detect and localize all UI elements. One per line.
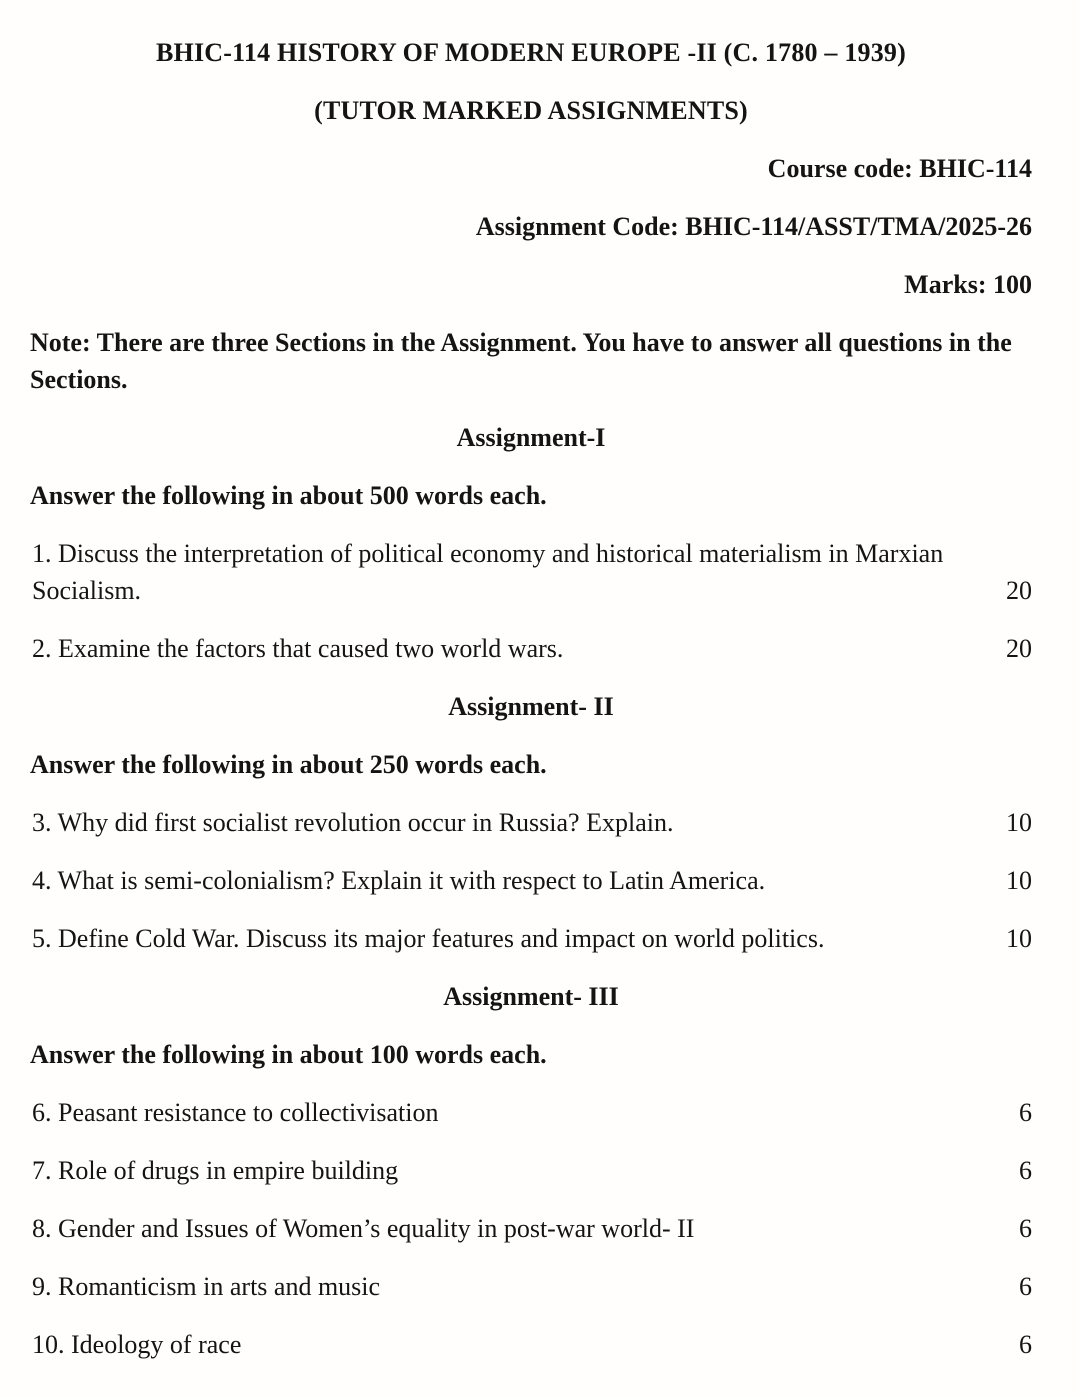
question-6-text: 6. Peasant resistance to collectivisation: [32, 1098, 439, 1127]
question-1-text: 1. Discuss the interpretation of political economy and historical materialism in Marxian Socialism.: [32, 539, 944, 605]
section-assignment-1: [30, 419, 1032, 667]
question-1-marks: 20: [1006, 576, 1032, 605]
question-7-marks: 6: [1019, 1156, 1032, 1185]
question-4-text: 4. What is semi-colonialism? Explain it with respect to Latin America.: [32, 866, 766, 895]
section-assignment-2: [30, 688, 1032, 957]
document-title: BHIC-114 HISTORY OF MODERN EUROPE -II (C. 1780 – 1939): [156, 38, 906, 67]
question-row-4: [30, 862, 1032, 899]
question-row-9: [30, 1268, 1032, 1305]
assignment-code: Assignment Code: BHIC-114/ASST/TMA/2025-26: [475, 212, 1032, 241]
question-3-marks: 10: [1006, 808, 1032, 837]
question-row-1: [30, 535, 1032, 609]
question-2-text: 2. Examine the factors that caused two world wars.: [32, 634, 564, 663]
question-5-marks: 10: [1006, 924, 1032, 953]
question-row-2: [30, 630, 1032, 667]
question-10-text: 10. Ideology of race: [32, 1330, 242, 1359]
question-8-text: 8. Gender and Issues of Women’s equality in post-war world- II: [32, 1214, 695, 1243]
document-subtitle: (TUTOR MARKED ASSIGNMENTS): [314, 96, 748, 125]
question-row-8: [30, 1210, 1032, 1247]
question-10-marks: 6: [1019, 1330, 1032, 1359]
section-2-instruction: Answer the following in about 250 words each.: [30, 750, 547, 779]
section-1-heading: Assignment-I: [456, 423, 606, 452]
section-1-instruction: Answer the following in about 500 words each.: [30, 481, 547, 510]
question-row-6: [30, 1094, 1032, 1131]
question-row-5: [30, 920, 1032, 957]
question-8-marks: 6: [1019, 1214, 1032, 1243]
question-row-7: [30, 1152, 1032, 1189]
question-3-text: 3. Why did first socialist revolution occur in Russia? Explain.: [32, 808, 674, 837]
course-code: Course code: BHIC-114: [767, 154, 1032, 183]
note-text: Note: There are three Sections in the Assignment. You have to answer all questions in the Sections.: [30, 328, 1012, 394]
question-9-marks: 6: [1019, 1272, 1032, 1301]
question-7-text: 7. Role of drugs in empire building: [32, 1156, 399, 1185]
question-9-text: 9. Romanticism in arts and music: [32, 1272, 381, 1301]
section-3-instruction: Answer the following in about 100 words each.: [30, 1040, 547, 1069]
question-row-10: [30, 1326, 1032, 1363]
total-marks: Marks: 100: [904, 270, 1032, 299]
question-4-marks: 10: [1006, 866, 1032, 895]
section-3-heading: Assignment- III: [443, 982, 619, 1011]
question-row-3: [30, 804, 1032, 841]
section-assignment-3: [30, 978, 1032, 1363]
question-5-text: 5. Define Cold War. Discuss its major features and impact on world politics.: [32, 924, 825, 953]
question-2-marks: 20: [1006, 634, 1032, 663]
section-2-heading: Assignment- II: [448, 692, 614, 721]
question-6-marks: 6: [1019, 1098, 1032, 1127]
